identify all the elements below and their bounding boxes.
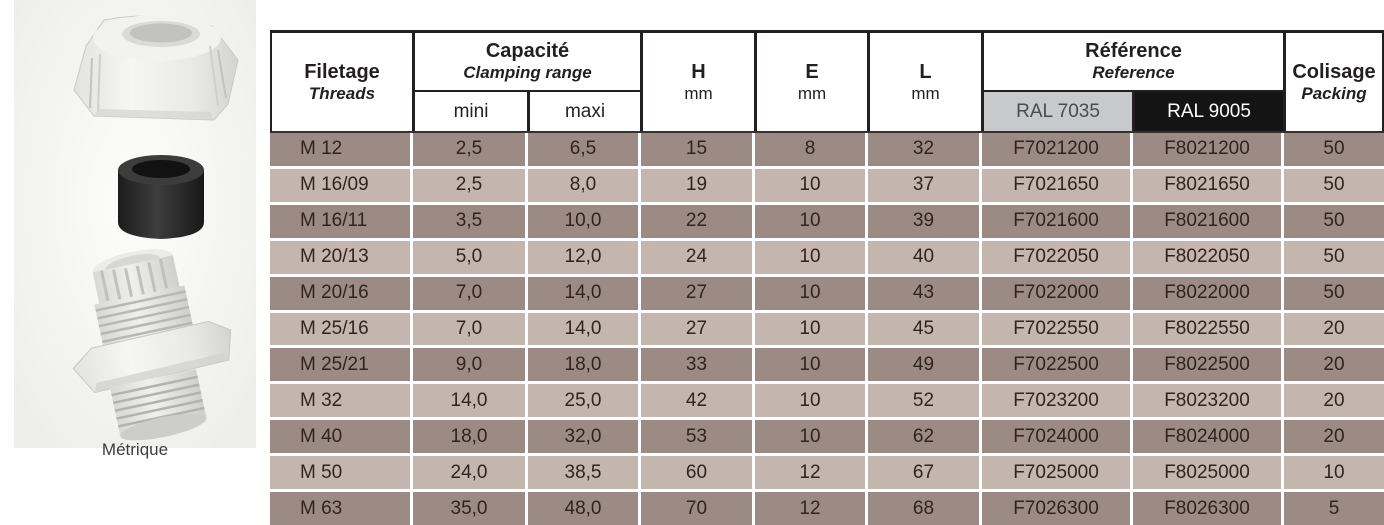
cell-maxi: 38,5	[528, 456, 638, 489]
cell-mini: 14,0	[413, 384, 525, 417]
cell-mini: 9,0	[413, 348, 525, 381]
header-filetage-fr: Filetage	[304, 60, 380, 83]
header-h-label: H	[691, 60, 706, 83]
product-panel	[0, 0, 270, 525]
table-row	[270, 313, 1384, 346]
cell-maxi: 14,0	[528, 277, 638, 310]
cell-l: 62	[868, 420, 979, 453]
header-l-unit: mm	[911, 83, 940, 103]
cell-colisage: 20	[1284, 348, 1384, 381]
cell-h: 33	[641, 348, 752, 381]
cell-filetage: M 16/11	[270, 205, 410, 238]
cell-colisage: 50	[1284, 277, 1384, 310]
cell-maxi: 10,0	[528, 205, 638, 238]
cell-h: 70	[641, 492, 752, 525]
gland-cap-nut	[74, 15, 238, 120]
table-row	[270, 456, 1384, 489]
cell-maxi: 6,5	[528, 133, 638, 166]
cell-filetage: M 16/09	[270, 169, 410, 202]
cell-ral9005: F8022050	[1133, 241, 1281, 274]
cell-e: 12	[755, 492, 865, 525]
header-capacite-en: Clamping range	[463, 63, 592, 83]
cell-l: 32	[868, 133, 979, 166]
cell-colisage: 20	[1284, 420, 1384, 453]
cell-filetage: M 63	[270, 492, 410, 525]
cell-e: 10	[755, 241, 865, 274]
cell-l: 68	[868, 492, 979, 525]
header-mini: mini	[415, 92, 527, 131]
gland-seal-ring	[118, 155, 204, 239]
spec-table	[270, 30, 1384, 525]
cell-e: 10	[755, 384, 865, 417]
cell-maxi: 14,0	[528, 313, 638, 346]
cell-h: 27	[641, 277, 752, 310]
table-row	[270, 169, 1384, 202]
cell-ral9005: F8022000	[1133, 277, 1281, 310]
cell-maxi: 8,0	[528, 169, 638, 202]
cell-mini: 2,5	[413, 169, 525, 202]
cell-filetage: M 20/16	[270, 277, 410, 310]
cell-filetage: M 25/16	[270, 313, 410, 346]
cell-ral7035: F7024000	[982, 420, 1130, 453]
header-filetage	[272, 33, 412, 131]
cell-colisage: 20	[1284, 313, 1384, 346]
cell-colisage: 10	[1284, 456, 1384, 489]
header-l	[870, 33, 981, 131]
cell-h: 53	[641, 420, 752, 453]
cell-ral9005: F8022500	[1133, 348, 1281, 381]
table-row	[270, 277, 1384, 310]
cell-e: 10	[755, 169, 865, 202]
cell-ral9005: F8021200	[1133, 133, 1281, 166]
table-row	[270, 420, 1384, 453]
cell-ral7035: F7023200	[982, 384, 1130, 417]
cell-ral7035: F7021650	[982, 169, 1130, 202]
cell-mini: 7,0	[413, 277, 525, 310]
header-ral-9005: RAL 9005	[1135, 92, 1283, 131]
cell-ral7035: F7026300	[982, 492, 1130, 525]
table-row	[270, 492, 1384, 525]
cell-e: 10	[755, 420, 865, 453]
cell-filetage: M 50	[270, 456, 410, 489]
cell-l: 52	[868, 384, 979, 417]
header-colisage-fr: Colisage	[1292, 60, 1376, 83]
header-maxi: maxi	[530, 92, 640, 131]
header-colisage	[1286, 33, 1382, 131]
cell-colisage: 20	[1284, 384, 1384, 417]
cell-ral7035: F7022050	[982, 241, 1130, 274]
cell-mini: 24,0	[413, 456, 525, 489]
cell-h: 19	[641, 169, 752, 202]
header-reference-en: Reference	[1092, 63, 1175, 83]
cell-l: 40	[868, 241, 979, 274]
header-capacite-fr: Capacité	[485, 40, 570, 63]
cell-ral7035: F7022000	[982, 277, 1130, 310]
table-row	[270, 384, 1384, 417]
table-row	[270, 205, 1384, 238]
cell-e: 10	[755, 348, 865, 381]
cell-e: 10	[755, 205, 865, 238]
table-row	[270, 133, 1384, 166]
header-filetage-en: Threads	[308, 83, 376, 103]
cell-mini: 2,5	[413, 133, 525, 166]
cell-e: 10	[755, 313, 865, 346]
cell-ral9005: F8021600	[1133, 205, 1281, 238]
cell-mini: 35,0	[413, 492, 525, 525]
cell-filetage: M 40	[270, 420, 410, 453]
header-reference	[984, 33, 1283, 90]
cell-ral9005: F8021650	[1133, 169, 1281, 202]
cell-ral7035: F7025000	[982, 456, 1130, 489]
cell-ral7035: F7021200	[982, 133, 1130, 166]
header-e-unit: mm	[797, 83, 827, 103]
header-e-label: E	[805, 60, 819, 83]
table-header	[270, 30, 1384, 133]
cell-ral7035: F7022500	[982, 348, 1130, 381]
cell-ral9005: F8023200	[1133, 384, 1281, 417]
cell-colisage: 50	[1284, 205, 1384, 238]
cell-e: 10	[755, 277, 865, 310]
cell-l: 45	[868, 313, 979, 346]
header-l-label: L	[919, 60, 932, 83]
header-ral-7035: RAL 7035	[984, 92, 1132, 131]
cell-maxi: 18,0	[528, 348, 638, 381]
cell-maxi: 48,0	[528, 492, 638, 525]
product-caption: Métrique	[101, 440, 169, 459]
header-h-unit: mm	[684, 83, 713, 103]
cell-h: 42	[641, 384, 752, 417]
cell-filetage: M 20/13	[270, 241, 410, 274]
cell-e: 12	[755, 456, 865, 489]
cell-ral7035: F7021600	[982, 205, 1130, 238]
cell-mini: 7,0	[413, 313, 525, 346]
header-e	[757, 33, 867, 131]
cell-colisage: 50	[1284, 133, 1384, 166]
header-capacite	[415, 33, 640, 90]
cell-l: 49	[868, 348, 979, 381]
cell-maxi: 12,0	[528, 241, 638, 274]
cell-mini: 5,0	[413, 241, 525, 274]
cell-colisage: 50	[1284, 169, 1384, 202]
cell-colisage: 50	[1284, 241, 1384, 274]
header-reference-fr: Référence	[1085, 40, 1182, 63]
cell-l: 39	[868, 205, 979, 238]
cell-ral9005: F8022550	[1133, 313, 1281, 346]
cell-mini: 3,5	[413, 205, 525, 238]
cell-mini: 18,0	[413, 420, 525, 453]
cell-l: 37	[868, 169, 979, 202]
cell-h: 22	[641, 205, 752, 238]
cell-maxi: 32,0	[528, 420, 638, 453]
cell-filetage: M 12	[270, 133, 410, 166]
header-h	[643, 33, 754, 131]
table-body	[270, 133, 1384, 525]
cell-filetage: M 32	[270, 384, 410, 417]
cell-ral9005: F8024000	[1133, 420, 1281, 453]
cell-h: 27	[641, 313, 752, 346]
table-row	[270, 348, 1384, 381]
cell-colisage: 5	[1284, 492, 1384, 525]
cell-h: 24	[641, 241, 752, 274]
cell-maxi: 25,0	[528, 384, 638, 417]
cell-filetage: M 25/21	[270, 348, 410, 381]
cell-e: 8	[755, 133, 865, 166]
cell-ral9005: F8026300	[1133, 492, 1281, 525]
cell-h: 15	[641, 133, 752, 166]
cell-ral9005: F8025000	[1133, 456, 1281, 489]
cell-l: 67	[868, 456, 979, 489]
cell-l: 43	[868, 277, 979, 310]
header-colisage-en: Packing	[1301, 83, 1367, 103]
cell-ral7035: F7022550	[982, 313, 1130, 346]
cell-h: 60	[641, 456, 752, 489]
table-row	[270, 241, 1384, 274]
cable-gland-photo	[0, 0, 270, 470]
